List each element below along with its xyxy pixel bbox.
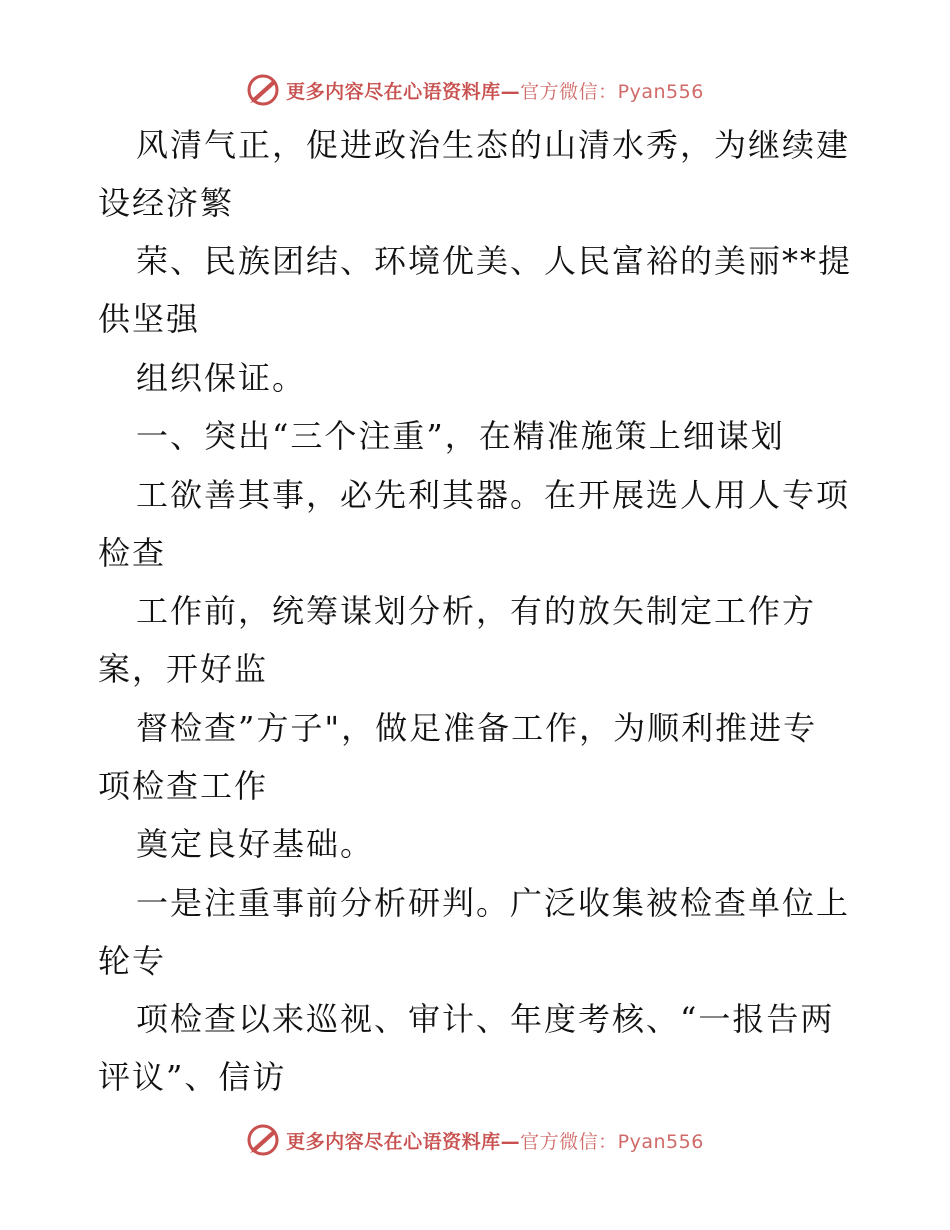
paragraph-line: 检查 (98, 534, 167, 572)
paragraph-line: 风清气正，促进政治生态的山清水秀，为继续建 (136, 126, 851, 164)
paragraph-line: 荣、民族团结、环境优美、人民富裕的美丽**提 (136, 242, 853, 280)
pen-logo-icon (246, 1123, 280, 1157)
paragraph-line: 轮专 (98, 942, 167, 980)
watermark-text (286, 1127, 704, 1154)
watermark-text (286, 77, 704, 104)
paragraph-line: 项检查以来巡视、审计、年度考核、“一报告两 (136, 1000, 835, 1038)
paragraph-line: 工欲善其事，必先利其器。在开展选人用人专项 (136, 476, 851, 514)
paragraph-line: 评议”、信访 (98, 1058, 287, 1096)
watermark-bold: 更多内容尽在心语资料库 (286, 80, 501, 103)
watermark-separator: — (500, 80, 521, 103)
watermark-tail: 官方微信：Pyan556 (520, 80, 704, 103)
watermark-bold: 更多内容尽在心语资料库 (286, 1130, 501, 1153)
paragraph-line: 工作前，统筹谋划分析，有的放矢制定工作方 (136, 592, 817, 630)
paragraph-line: 设经济繁 (98, 184, 235, 222)
footer-watermark (0, 1120, 950, 1160)
pen-logo-icon (246, 73, 280, 107)
paragraph-line: 奠定良好基础。 (136, 825, 375, 863)
watermark-separator: — (500, 1130, 521, 1153)
paragraph-line: 组织保证。 (136, 359, 307, 397)
paragraph-line: 督检查”方子"，做足准备工作，为顺利推进专 (136, 709, 818, 747)
paragraph-line: 项检查工作 (98, 767, 269, 805)
watermark-tail: 官方微信：Pyan556 (520, 1130, 704, 1153)
section-heading: 一、突出“三个注重”，在精准施策上细谋划 (136, 417, 785, 455)
header-watermark (0, 70, 950, 110)
paragraph-line: 案，开好监 (98, 650, 269, 688)
paragraph-line: 一是注重事前分析研判。广泛收集被检查单位上 (136, 884, 851, 922)
paragraph-line: 供坚强 (98, 300, 201, 338)
